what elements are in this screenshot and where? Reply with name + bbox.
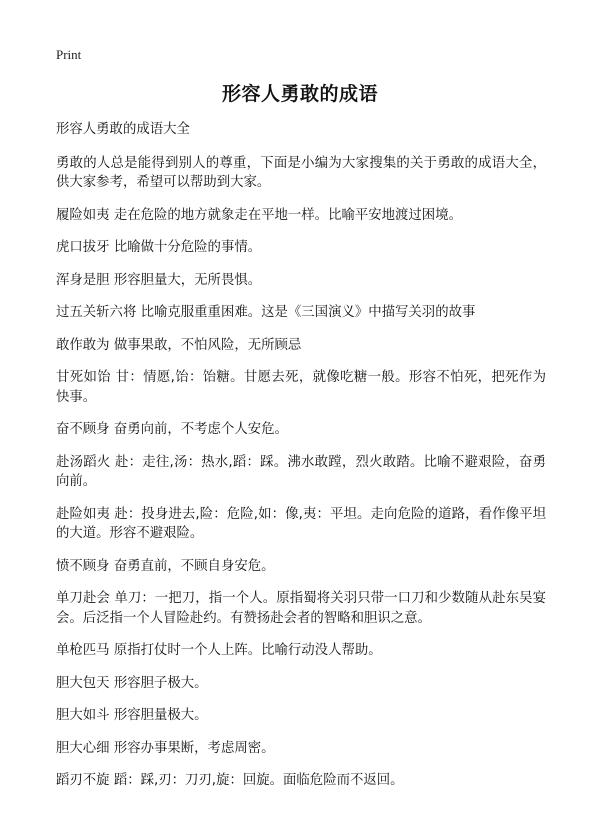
idiom-entry: 胆大心细 形容办事果断，考虑周密。 — [56, 740, 275, 756]
idiom-entry: 敢作敢为 做事果敢，不怕风险，无所顾忌 — [56, 337, 302, 353]
idiom-entry: 赴险如夷 赴：投身进去,险：危险,如：像,夷：平坦。走向危险的道路，看作像平坦的大道。形容不避艰险。 — [56, 506, 546, 541]
idiom-entry: 胆大包天 形容胆子极大。 — [56, 675, 208, 691]
idiom-entry: 胆大如斗 形容胆量极大。 — [56, 708, 208, 723]
idiom-entry: 蹈刃不旋 蹈：踩,刃：刀刃,旋：回旋。面临危险而不返回。 — [56, 773, 404, 788]
article-body — [56, 120, 546, 804]
idiom-entry: 甘死如饴 甘：情愿,饴：饴糖。甘愿去死，就像吃糖一般。形容不怕死，把死作为快事。 — [56, 370, 546, 405]
intro-paragraph: 勇敢的人总是能得到别人的尊重，下面是小编为大家搜集的关于勇敢的成语大全，供大家参考，希望可以帮助到大家。 — [56, 155, 546, 190]
idiom-entry: 履险如夷 走在危险的地方就象走在平地一样。比喻平安地渡过困境。 — [56, 207, 462, 223]
idiom-entry: 过五关斩六将 比喻克服重重困难。这是《三国演义》中描写关羽的故事 — [56, 305, 476, 320]
article-subtitle: 形容人勇敢的成语大全 — [56, 122, 190, 137]
idiom-entry: 赴汤蹈火 赴：走往,汤：热水,蹈：踩。沸水敢蹚，烈火敢踏。比喻不避艰险，奋勇向前。 — [56, 454, 546, 489]
idiom-entry: 单刀赴会 单刀：一把刀，指一个人。原指蜀将关羽只带一口刀和少数随从赴东吴宴会。后泛指一个人冒险赴约。有赞扬赴会者的智略和胆识之意。 — [56, 591, 546, 626]
idiom-entry: 奋不顾身 奋勇向前，不考虑个人安危。 — [56, 422, 288, 437]
idiom-entry: 虎口拔牙 比喻做十分危险的事情。 — [56, 240, 262, 255]
idiom-entry: 愤不顾身 奋勇直前，不顾自身安危。 — [56, 558, 275, 574]
page-title: 形容人勇敢的成语 — [221, 83, 378, 105]
idiom-entry: 单枪匹马 原指打仗时一个人上阵。比喻行动没人帮助。 — [56, 643, 382, 658]
print-link[interactable]: Print — [56, 47, 82, 62]
idiom-entry: 浑身是胆 形容胆量大，无所畏惧。 — [56, 272, 262, 288]
